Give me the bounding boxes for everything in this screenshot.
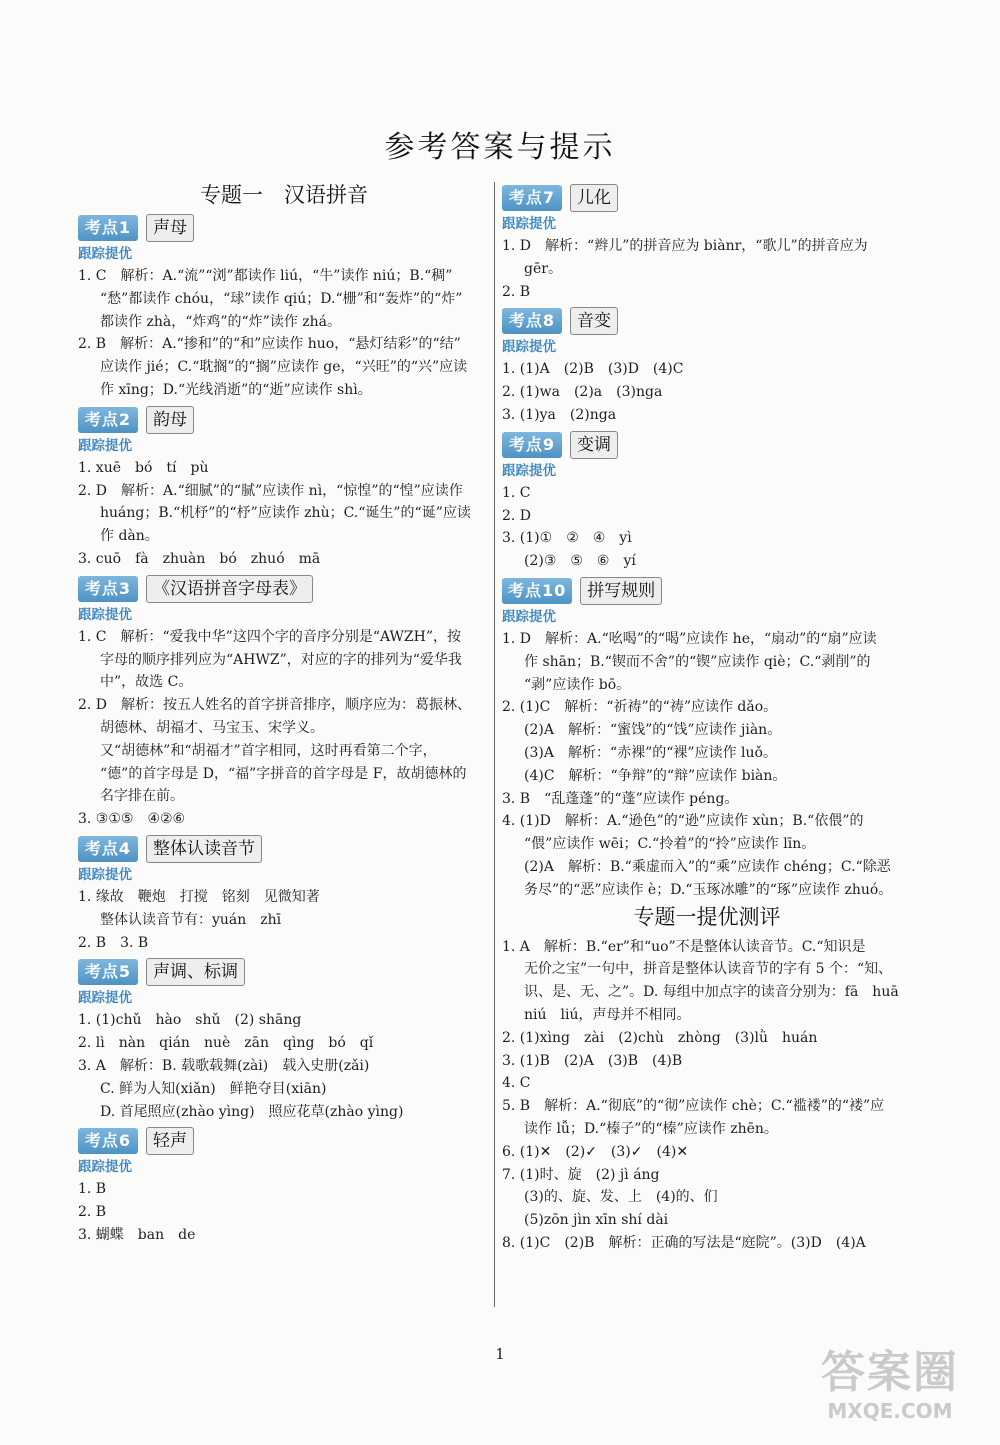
kaodian-badge: 考点6 <box>78 1128 138 1154</box>
answer-line: 7. (1)时、旋 (2) jì áng <box>502 1166 660 1183</box>
answer-line: 无价之宝”一句中，拼音是整体认读音节的字有 5 个：“知、 <box>524 961 893 978</box>
answer-line: 1. A 解析：B.“er”和“uo”不是整体认读音节。C.“知识是 <box>502 938 866 955</box>
follow-up-label: 跟踪提优 <box>502 608 556 625</box>
kaodian-block <box>78 214 490 402</box>
answer-line: “德”的首字母是 D，“福”字拼音的首字母是 F，故胡德林的 <box>100 765 467 782</box>
kaodian-badge: 考点8 <box>502 308 562 334</box>
answer-line: 3. (1)ya (2)nga <box>502 406 617 423</box>
watermark-url: MXQE.COM <box>827 1399 953 1423</box>
answer-line: (3)的、旋、发、上 (4)的、们 <box>524 1189 718 1206</box>
answer-line: (2)③ ⑤ ⑥ yí <box>524 553 636 570</box>
answer-line: huáng；B.“机杼”的“杼”应读作 zhù；C.“诞生”的“诞”应读 <box>100 505 471 522</box>
kaodian-title: 声调、标调 <box>146 958 245 986</box>
kaodian-badge: 考点1 <box>78 215 138 241</box>
answer-line: 1. (1)A (2)B (3)D (4)C <box>502 361 684 378</box>
answer-line: 3. (1)B (2)A (3)B (4)B <box>502 1052 683 1069</box>
kaodian-badge: 考点9 <box>502 432 562 458</box>
kaodian-block <box>78 575 490 831</box>
answer-line: (2)A 解析：B.“乘虚而入”的“乘”应读作 chéng；C.“除恶 <box>524 858 891 875</box>
watermark-logo <box>790 1347 990 1437</box>
kaodian-title: 整体认读音节 <box>146 835 262 863</box>
answer-line: D. 首尾照应(zhào yìng) 照应花草(zhào yìng) <box>100 1103 404 1120</box>
test-answers <box>502 936 912 1255</box>
page-title: 参考答案与提示 <box>384 130 616 165</box>
answer-line: 都读作 zhà，“炸鸡”的“炸”读作 zhá。 <box>100 313 342 330</box>
answer-line: 3. cuō fà zhuàn bó zhuó mā <box>78 550 321 567</box>
answer-line: 4. C <box>502 1075 531 1092</box>
answer-line: “剥”应读作 bō。 <box>524 676 631 693</box>
kaodian-block <box>78 406 490 571</box>
kaodian-header <box>78 835 490 863</box>
answer-line: 1. C <box>502 484 531 501</box>
kaodian-header <box>78 575 490 603</box>
answer-line: 作 shān；B.“锲而不舍”的“锲”应读作 qiè；C.“剥削”的 <box>524 653 871 670</box>
answer-line: 识、是、无、之”。D. 每组中加点字的读音分别为：fā huā <box>524 984 899 1001</box>
kaodian-header <box>78 406 490 434</box>
answer-line: “偎”应读作 wēi；C.“拎着”的“拎”应读作 līn。 <box>524 836 816 853</box>
kaodian-block <box>502 431 912 573</box>
answer-line: 2. B 解析：A.“掺和”的“和”应读作 huo，“悬灯结彩”的“结” <box>78 336 461 353</box>
answer-line: 2. D 解析：A.“细腻”的“腻”应读作 nì，“惊惶”的“惶”应读作 <box>78 482 463 499</box>
kaodian-title: 儿化 <box>570 184 618 212</box>
watermark-text: 答案圈 <box>821 1347 959 1398</box>
kaodian-badge: 考点7 <box>502 185 562 211</box>
answer-line: 2. B 3. B <box>78 934 149 951</box>
column-divider <box>494 182 495 1307</box>
kaodian-header <box>78 1127 490 1155</box>
right-column <box>502 180 912 1255</box>
answer-line: 1. D 解析：A.“吆喝”的“喝”应读作 he，“扇动”的“扇”应读 <box>502 630 877 647</box>
answer-line: 2. (1)C 解析：“祈祷”的“祷”应读作 dǎo。 <box>502 699 778 716</box>
kaodian-header <box>502 184 912 212</box>
section-title: 专题一 汉语拼音 <box>200 183 368 207</box>
kaodian-badge: 考点3 <box>78 576 138 602</box>
answer-line: 3. ③①⑤ ④②⑥ <box>78 811 186 828</box>
answer-line: 2. B <box>502 283 531 300</box>
page-number: 1 <box>495 1345 505 1363</box>
answer-line: 2. B <box>78 1204 107 1221</box>
kaodian-title: 拼写规则 <box>580 577 662 605</box>
answer-line: (4)C 解析：“争辩”的“辩”应读作 biàn。 <box>524 767 787 784</box>
answer-line: 胡德林、胡福才、马宝玉、宋学义。 <box>100 719 324 736</box>
follow-up-label: 跟踪提优 <box>78 1159 132 1176</box>
answer-line: 5. B 解析：A.“彻底”的“彻”应读作 chè；C.“褴褛”的“褛”应 <box>502 1098 885 1115</box>
kaodian-header <box>78 958 490 986</box>
answer-line: (2)A 解析：“蜜饯”的“饯”应读作 jiàn。 <box>524 722 782 739</box>
kaodian-block <box>502 307 912 426</box>
follow-up-label: 跟踪提优 <box>502 216 556 232</box>
answer-line: 1. C 解析：A.“流”“浏”都读作 liú，“牛”读作 niú；B.“稠” <box>78 268 453 284</box>
kaodian-title: 《汉语拼音字母表》 <box>146 575 313 603</box>
follow-up-label: 跟踪提优 <box>78 437 132 454</box>
answer-line: 整体认读音节有：yuán zhī <box>100 911 282 928</box>
kaodian-header <box>78 214 490 242</box>
kaodian-title: 声母 <box>146 214 194 242</box>
kaodian-title: 音变 <box>570 307 618 335</box>
follow-up-label: 跟踪提优 <box>78 866 132 883</box>
follow-up-label: 跟踪提优 <box>502 462 556 479</box>
answer-line: 1. B <box>78 1181 107 1198</box>
answer-line: 读作 lǚ；D.“榛子”的“榛”应读作 zhēn。 <box>524 1120 778 1137</box>
answer-line: 又“胡德林”和“胡福才”首字相同，这时再看第二个字， <box>100 742 437 759</box>
kaodian-block <box>78 958 490 1123</box>
kaodian-title: 韵母 <box>146 406 194 434</box>
kaodian-block <box>78 835 490 954</box>
kaodian-block <box>502 184 912 303</box>
answer-line: gēr。 <box>524 260 562 277</box>
follow-up-label: 跟踪提优 <box>78 606 132 623</box>
answer-line: 作 xīng；D.“光线消逝”的“逝”应读作 shì。 <box>100 381 372 398</box>
answer-line: 1. C 解析：“爱我中华”这四个字的音序分别是“AWZH”，按 <box>78 628 462 645</box>
answer-line: 字母的顺序排列应为“AHWZ”，对应的字的排列为“爱华我 <box>100 651 462 668</box>
answer-line: 2. D <box>502 507 532 524</box>
answer-line: “愁”都读作 chóu，“球”读作 qiú；D.“栅”和“轰炸”的“炸” <box>100 290 463 307</box>
answer-line: 3. 蝴蝶 ban de <box>78 1226 196 1243</box>
kaodian-title: 变调 <box>570 431 618 459</box>
answer-line: 作 dàn。 <box>100 528 159 545</box>
answer-line: 务尽”的“恶”应读作 è；D.“玉琢冰雕”的“琢”应读作 zhuó。 <box>524 881 893 898</box>
kaodian-badge: 考点2 <box>78 407 138 433</box>
answer-line: 名字排在前。 <box>100 788 184 805</box>
answer-line: (3)A 解析：“赤裸”的“裸”应读作 luǒ。 <box>524 744 777 761</box>
answer-line: 应读作 jié；C.“耽搁”的“搁”应读作 ge，“兴旺”的“兴”应读 <box>100 359 468 376</box>
answer-line: C. 鲜为人知(xiǎn) 鲜艳夺目(xiān) <box>100 1080 327 1097</box>
answer-line: 中”，故选 C。 <box>100 674 193 691</box>
kaodian-header <box>502 307 912 335</box>
test-section-title: 专题一提优测评 <box>633 904 781 929</box>
answer-line: 1. (1)chǔ hào shǔ (2) shāng <box>78 1012 302 1029</box>
answer-line: 2. (1)xìng zài (2)chù zhòng (3)lǜ huán <box>502 1029 818 1046</box>
kaodian-header <box>502 577 912 605</box>
answer-line: 8. (1)C (2)B 解析：正确的写法是“庭院”。(3)D (4)A <box>502 1234 866 1251</box>
answer-line: 3. (1)① ② ④ yì <box>502 530 632 547</box>
answer-line: 2. lì nàn qián nuè zān qìng bó qǐ <box>78 1035 374 1052</box>
follow-up-label: 跟踪提优 <box>502 339 556 356</box>
kaodian-title: 轻声 <box>146 1127 194 1155</box>
answer-line: 1. D 解析：“辫儿”的拼音应为 biànr，“歌儿”的拼音应为 <box>502 238 868 254</box>
left-column <box>78 180 490 1247</box>
answer-line: niú liú，声母并不相同。 <box>524 1006 691 1023</box>
kaodian-badge: 考点10 <box>502 578 572 604</box>
answer-line: 1. xuē bó tí pù <box>78 459 209 476</box>
kaodian-badge: 考点5 <box>78 959 138 985</box>
answer-line: 4. (1)D 解析：A.“逊色”的“逊”应读作 xùn；B.“依偎”的 <box>502 813 864 830</box>
answer-line: 6. (1)✕ (2)✓ (3)✓ (4)✕ <box>502 1143 689 1160</box>
answer-line: 1. 缘故 鞭炮 打搅 铭刻 见微知著 <box>78 888 320 905</box>
answer-line: 2. D 解析：按五人姓名的首字拼音排序，顺序应为：葛振林、 <box>78 697 472 714</box>
answer-line: (5)zōn jìn xīn shí dài <box>524 1212 669 1229</box>
answer-line: 3. B “乱蓬蓬”的“蓬”应读作 péng。 <box>502 790 739 807</box>
kaodian-badge: 考点4 <box>78 836 138 862</box>
kaodian-block <box>502 577 912 902</box>
follow-up-label: 跟踪提优 <box>78 246 132 262</box>
follow-up-label: 跟踪提优 <box>78 990 132 1007</box>
answer-line: 2. (1)wa (2)a (3)nga <box>502 384 663 401</box>
answer-line: 3. A 解析：B. 载歌载舞(zài) 载入史册(zǎi) <box>78 1057 370 1074</box>
kaodian-block <box>78 1127 490 1246</box>
kaodian-header <box>502 431 912 459</box>
